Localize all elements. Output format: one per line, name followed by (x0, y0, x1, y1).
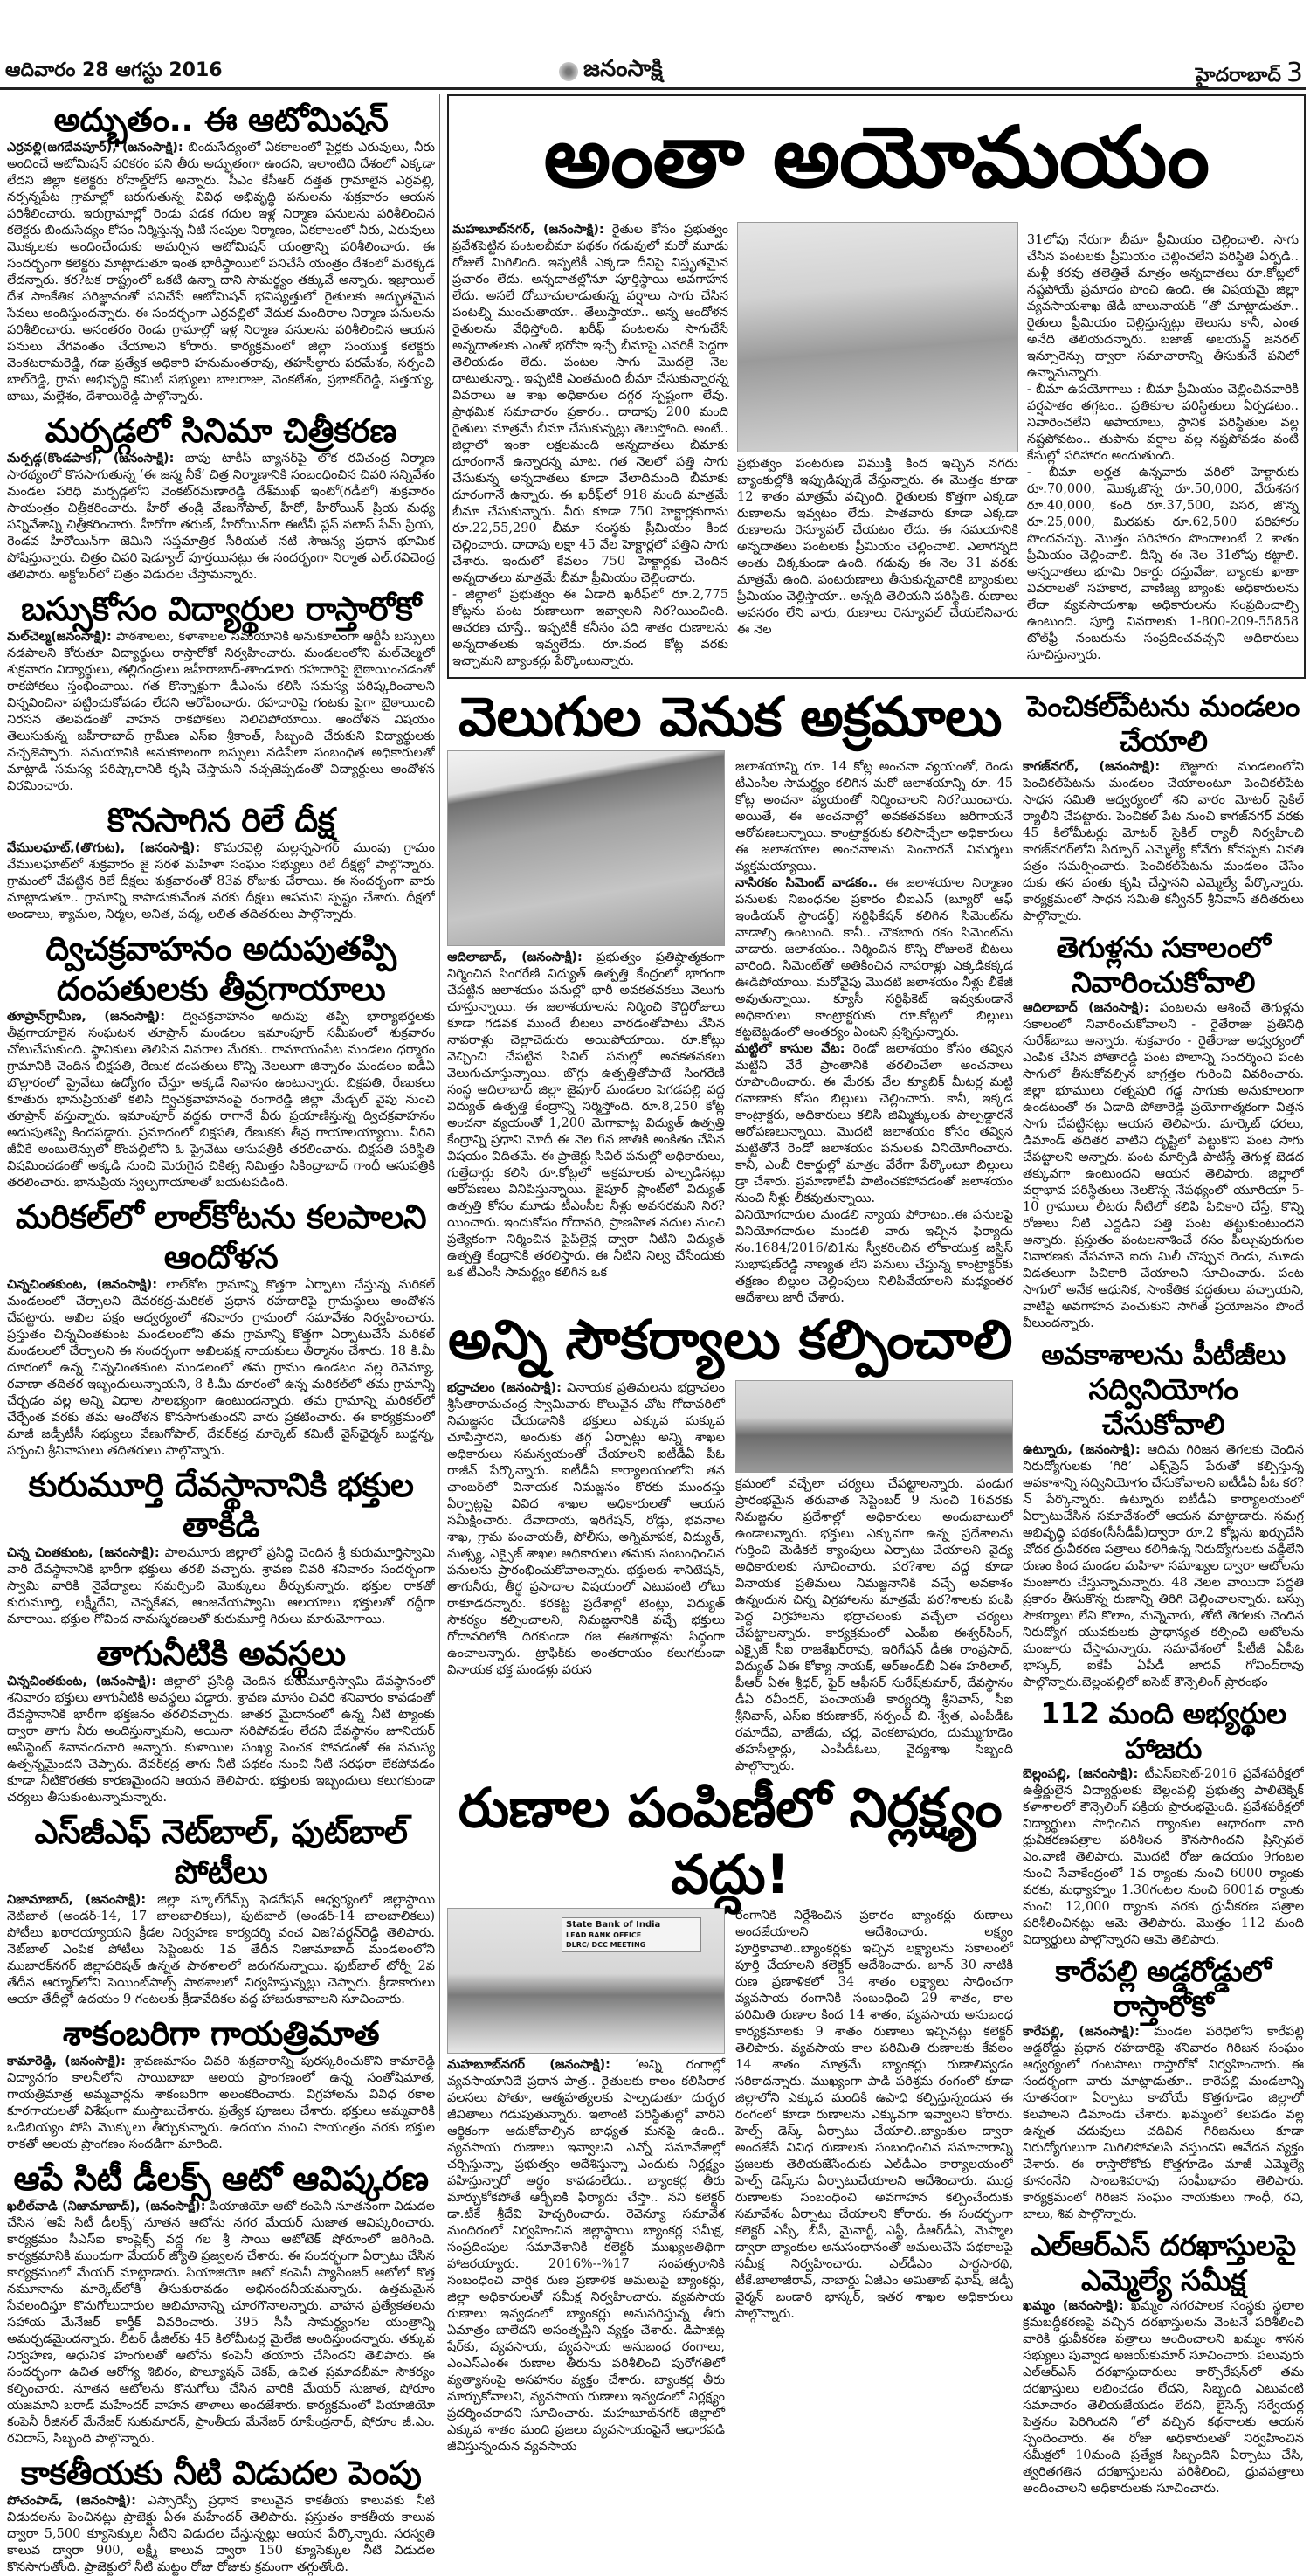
story-body: రంగానికి నిర్దేశించిన ప్రకారం బ్యాంకర్లు రుణాలు అందజేయాలని ఆదేశించారు. లక్ష్యం పూర్తికావాలి..బ్యాంకర్లకు ఇచ్చిన లక్ష్యాలను సకాలంలో పూర్తి చేయాలని కలెక్టర్ ఆదేశించారు. జూన్ 30 నాటికి రుణ ప్రణాళికలో 34 శాతం లక్ష్యాలు సాధించగా వ్యవసాయ రంగానికి సంబంధించి 29 శాతం, కాల పరిమితి రుణాల కింద 14 శాతం, వ్యవసాయ అనుబంధ కార్యక్రమాలకు 9 శాతం రుణాలు ఇచ్చినట్లు కలెక్టర్ తెలిపారు. వ్యవసాయ కాల పరిమితి రుణాలకు కేవలం 14 శాతం మాత్రమే బ్యాంకర్లు రుణాలివ్వడం సరికాదన్నారు. ముఖ్యంగా పాడి పరిశ్రమ రంగంలో కూడా జిల్లాలోని ఎక్కువ మందికి ఉపాధి కల్పిస్తున్నందున ఈ రంగంలో కూడా రుణాలను ఎక్కువగా ఇవ్వాలని కోరారు. హెల్ప్ డెస్క్ ఏర్పాటు చేయాలి..బ్యాంకుల ద్వారా అందజేసే వివిధ రుణాలకు సంబంధించిన సమాచారాన్ని ప్రజలకు తెలియజేసేందుకు ఎల్‌డీఎం కార్యాలయంలో హెల్ప్ డెస్క్‌ను ఏర్పాటుచేయాలని ఆదేశించారు. ముద్ర రుణాలకు సంబంధించి అవగాహన కల్పించేందుకు సమావేశం ఏర్పాటు చేయాలని కోరారు. ఈ సందర్భంగా కలెక్టర్ ఎస్సీ, బీసీ, మైనార్టీ, ఎస్టీ, డీఆర్‌డీఏ, మెప్మాల ద్వారా బ్యాంకుల అనుసంధానంతో అమలుచేసే పథకాలపై సమీక్ష నిర్వహించారు. ఎల్‌డీఎం పార్థసారథి, టీకే.బాలాజీరావ్, నాబార్డు ఏజీఎం అమితాబ్ ఘోష్, జెడ్పీ వైర్మన్ బండారి భాస్కర్, ఇతర శాఖల అధికారులు పాల్గొన్నారు. (735, 1909, 1013, 2321)
story-headline: శాకంబరిగా గాయత్రిమాత (62, 2014, 380, 2053)
story-body (7, 1892, 435, 2008)
news-story (7, 2008, 435, 2153)
story-body (7, 1545, 435, 1628)
news-story (1023, 1691, 1304, 1949)
story-text: రెండో జలాశయం కోసం తవ్విన మట్టిని వేరే ప్రాంతానికి తరలించేలా అంచనాలు రూపొందించారు. ఈ మేరకు వేల క్యూబిక్ మీటర్ల మట్టి రవాణాకు కోసం బిల్లులు చెల్లించారు. కానీ, ఇక్కడ కాంట్రాక్టరు, అధికారులు కలిసి జిమ్మిక్కులకు పాల్పడ్డారనే ఆరోపణలున్నాయి. మొదటి జలాశయం కోసం తవ్విన మట్టితోనే రెండో జలాశయం పనులకు వినియోగించారు. కానీ, ఎంబీ రికార్డుల్లో మాత్రం వేరేగా పేర్కొంటూ బిల్లులు డ్రా చేశారు. ప్రమాణాలేవీ పాటించకపోవడంతో జలాశయం నుంచి నీళ్లు లీకవుతున్నాయి. (735, 1042, 1013, 1205)
lead-headline: అంతా అయోమయం (543, 108, 1210, 206)
story-headline: బస్సుకోసం విద్యార్థుల రాస్తారోకో (21, 590, 421, 628)
lead-body: 31లోపు నేరుగా బీమా ప్రీమియం చెల్లించాలి. సాగు చేసిన పంటలకు ప్రీమియం చెల్లించలేని పరిస్థితి ఏర్పడి.. మళ్లీ కరవు తలెత్తితే మాత్రం అన్నదాతలు రూ.కోట్లలో నష్టపోయే ప్రమాదం పొంచి ఉంది. ఈ విషయమై జిల్లా వ్యవసాయశాఖ జేడీ బాలునాయక్ “తో మాట్లాడుతూ.. రైతులు ప్రీమియం చెల్లిస్తున్నట్లు తెలుసు కానీ, ఎంత అనేది తెలియదన్నారు. బజాజ్ అలయన్జ్ జనరల్ ఇన్సూరెన్సు ద్వారా సమాచారాన్ని తీసుకునే పనిలో ఉన్నామన్నారు. (1026, 233, 1299, 380)
story-text: ‘అన్ని రంగాల్లో వ్యవసాయానిదే ప్రధాన పాత్ర.. రైతులకు కాలం కలిసిరాక వలసలు పోతూ, ఆత్మహత్యలకు పాల్పడుతూ దుర్భర జీవితాలు గడుపుతున్నారు. ఇలాంటి పరిస్థితుల్లో వారిని ఆర్థికంగా ఆదుకోవాల్సిన బాధ్యత మనపై ఉంది.. వ్యవసాయ రుణాలు ఇవ్వాలని ఎన్నో సమావేశాల్లో చర్చిస్తున్నా, ప్రభుత్వం ఆదేశిస్తున్నా ఎందుకు నిర్లక్ష్యం వహిస్తున్నారో అర్థం కావడంలేదు.. బ్యాంకర్ల తీరు మార్చుకోకపోతే ఆర్బీఐకి ఫిర్యాదు చేస్తా.. నని కలెక్టర్ డా.టీకే శ్రీదేవి హెచ్చరించారు. రెవెన్యూ సమావేశ మందిరంలో నిర్వహించిన జిల్లాస్థాయి బ్యాంకర్ల సమీక్ష, సంప్రదింపుల సమావేశానికి కలెక్టర్ ముఖ్యఅతిథిగా హాజరయ్యారు. 2016%--%17 సంవత్సరానికి సంబంధించి వార్షిక రుణ ప్రణాళిక అమలుపై బ్యాంకర్లు, జిల్లా అధికారులతో సమీక్ష నిర్వహించారు. వ్యవసాయ రుణాలు ఇవ్వడంలో బ్యాంకర్లు అనుసరిస్తున్న తీరు ఏమాత్రం బాలేదని అసంతృప్తిని వ్యక్తం చేశారు. డిపాజిట్ల షేర్‌కు, వ్యవసాయ, వ్యవసాయ అనుబంధ రంగాలు, ఎంఎస్‌ఎంఈ రుణాల తీరును పరిశీలించి పురోగతిలో వ్యత్యాసంపై అసహనం వ్యక్తం చేశారు. బ్యాంకర్ల తీరు మార్చుకోవాలని, వ్యవసాయ రుణాలు ఇవ్వడంలో నిర్లక్ష్యం ప్రదర్శించరాదని సూచించారు. మహబూబ్‌నగర్ జిల్లాలో ఎక్కువ శాతం మంది ప్రజలు వ్యవసాయంపైనే ఆధారపడి జీవిస్తున్నందున వ్యవసాయ (447, 2058, 725, 2454)
issue-date: ఆదివారం 28 ఆగస్టు 2016 (5, 59, 223, 81)
story-body (7, 1674, 435, 1806)
story-body (447, 1380, 725, 1679)
story-body: జలాశయాన్ని రూ. 14 కోట్ల అంచనా వ్యయంతో, రెండు టీఎంసీల సామర్థ్యం కలిగిన మరో జలాశయాన్ని రూ. 45 కోట్ల అంచనా వ్యయంతో నిర్మించాలని నిర?యించారు. అయితే, ఈ అంచనాల్లో అవకతవకలు జరిగాయనే ఆరోపణలున్నాయి. కాంట్రాక్టరుకు కలిసొచ్చేలా అధికారులు ఈ జలాశయాల అంచనాలను పెంచారనే విమర్శలు వ్యక్తమయ్యాయి. (735, 760, 1013, 874)
story-headline: 112 మంది అభ్యర్థుల హాజరు (1040, 1696, 1286, 1765)
lead-body: ప్రభుత్వం పంటరుణ విముక్తి కింద ఇచ్చిన నగదు బ్యాంకుల్లోకి ఇప్పుడిప్పుడే వేస్తున్నారు. ఈ మొత్తం కూడా 12 శాతం మాత్రమే వచ్చింది. రైతులకు కొత్తగా ఎక్కడా రుణాలను ఇవ్వటం లేదు. పాతవారు కూడా ఎక్కడా రుణాలను రెన్యూవల్ చేయటం లేదు. ఈ సమయానికి అన్నదాతలు పంటలకు ప్రీమియం చెల్లించాలి. ఎలాగన్నది అంతు చిక్కకుండా ఉంది. గడువు ఈ నెల 31 వరకు మాత్రమే ఉంది. పంటరుణాలు తీసుకున్నవారికి బ్యాంకులు ప్రీమియం చెల్లిస్తాయా.. అన్నది తెలియని పరిస్థితి. రుణాలు అవసరం లేని వారు, రుణాలు రెన్యూవల్ చేయలేనివారు ఈ నెల (737, 457, 1018, 637)
story-headline: మర్పడ్గలో సినిమా చిత్రీకరణ (45, 411, 397, 450)
story-text: ఖమ్మం నగరపాలక సంస్థకు స్థలాల క్రమబద్ధీకరణపై వచ్చిన దరఖాస్తులను వెంటనే పరిశీలించి వారికి ధ్రువీకరణ పత్రాలు అందించాలని ఖమ్మం శాసన సభ్యులు పువ్వాడ అజయ్‌కుమార్ సూచించారు. పలువురు ఎల్‌ఆర్‌ఎస్ దరఖాస్తుదారులు కార్పొరేషన్‌లో తమ దరఖాస్తులు లభించడం లేదని, సిబ్బంది ఎటువంటి సమాచారం తెలియజేయడం లేదని, లైసెన్స్ సర్వేయర్ల పెత్తనం పెరిగిందని “లో వచ్చిన కథనాలకు ఆయన స్పందించారు. ఈ రోజు అధికారులతో నిర్వహించిన సమీక్షలో 10మంది ప్రత్యేక సిబ్బందిని ఏర్పాటు చేసి, త్వరితగతిన దరఖాస్తులను పరిశీలించి, ధ్రువపత్రాలు అందించాలని అధికారులకు సూచించారు. (1023, 2299, 1304, 2496)
dateline: మహబూబ్‌నగర్ (జనంసాక్షి): (447, 2058, 610, 2072)
story-text: పాలమూరు జిల్లాలో ప్రసిద్ధి చెందిన శ్రీ కురుమూర్తిస్వామి వారి దేవస్థానానికి భారీగా భక్తులు తరలి వచ్చారు. శ్రావణ చివరి శనివారం సందర్భంగా స్వామి వారికి నైవేద్యాలు సమర్పించి మొక్కులు తీర్చుకున్నారు. భక్తుల రాకతో కురుమూర్తి, లక్ష్మీదేవి, చెన్నకేశవ, ఆంజనేయస్వామి ఆలయాలు భక్తులతో రద్దీగా మారాయి. భక్తుల గోవింద నామస్మరణలతో కురుమూర్తి గిరులు మారుమోగాయి. (7, 1546, 435, 1626)
story-headline: తెగుళ్లను సకాలంలో నివారించుకోవాలి (1056, 930, 1271, 999)
city-name: హైదరాబాద్ (1195, 65, 1281, 86)
column-divider (439, 94, 440, 2121)
lead-story-box (447, 94, 1306, 679)
dateline: ఎర్రవల్లి(జగదేవపూర్), (జనంసాక్షి): (7, 141, 183, 155)
news-story (7, 584, 435, 795)
lead-body: - బీమా ఉపయోగాలు : బీమా ప్రీమియం చెల్లించినవారికి వర్షపాతం తగ్గటం.. ప్రతికూల పరిస్థితులు ఏర్పడటం.. నివారించలేని అపాయాలు, స్థానిక పరిస్థితుల వల్ల నష్టపోవటం.. తుపాను వర్షాల వల్ల నష్టపోవడం వంటి కేసుల్లో పరిహారం అందుతుంది. (1026, 383, 1299, 463)
right-area (447, 94, 1306, 2497)
masthead (0, 52, 1310, 89)
right-column (1023, 684, 1304, 2497)
story-body (7, 840, 435, 923)
story-headline: పెంచికల్‌పేటను మండలం చేయాలి (1027, 689, 1300, 758)
story-text: ద్విచక్రవాహనం అదుపు తప్పి భార్యాభర్తలకు తీవ్రగాయాలైన సంఘటన తూప్రాన్ మండలం ఇమాంపూర్ సమీపంలో శుక్రవారం చోటుచేసుకుంది. స్థానికులు తెలిపిన వివరాల మేరకు.. రామాయంపేట మండలం ధర్మారం గ్రామానికి చెందిన బిక్షపతి, రేణుక దంపతులు కొన్ని నెలలుగా జిన్నారం మండలం ఐడీఏ బొల్లారంలో ప్రైవేటు ఉద్యోగం చేస్తూ అక్కడే నివాసం ఉంటున్నారు. బిక్షపతి, రేణుకలు కూతురు భానుప్రియతో కలిసి ద్విచక్రవాహనంపై రంగారెడ్డి జిల్లా మేడ్చల్ వైపు నుంచి తూప్రాన్ వస్తున్నారు. ఇమాంపూర్ వద్దకు రాగానే వీరు ప్రయాణిస్తున్న ద్విచక్రవాహనం అదుపుతప్పి కిందపడ్డారు. ప్రమాదంలో బిక్షపతి, రేణుకకు తీవ్ర గాయాలయ్యాయి. వీరిని జీవీకే అంబులెన్సులో కొంపల్లిలోని ఓ ప్రైవేటు ఆసుపత్రికి తరలించారు. బిక్షపతి పరిస్థితి విషమించడంతో అక్కడి నుంచి మెరుగైన చికిత్స నిమిత్తం సికింద్రాబాద్ గాంధీ ఆసుపత్రికి తరలించారు. భానుప్రియ స్వల్పగాయాలతో బయటపడింది. (7, 1010, 435, 1190)
dateline: పోచంపాడ్, (జనంసాక్షి): (7, 2494, 136, 2508)
story-body (1023, 1766, 1304, 1949)
dateline: వేములఘాట్,(తొగుట), (జనంసాక్షి): (7, 841, 201, 855)
story-body (447, 950, 725, 1281)
dateline: చిన్న చింతకుంట, (జనంసాక్షి): (7, 1546, 160, 1560)
banner-title: State Bank of India (566, 1920, 661, 1930)
story-body (735, 875, 1013, 1041)
story-text: పియాజియో ఆటో కంపెనీ నూతనంగా విడుదల చేసిన ‘ఆపే సిటీ డీలక్స్’ నూతన ఆటోను నగర మేయర్ సుజాత ఆవిష్కరించారు. కార్యక్రమం సీఎస్‌ఐ కాంప్లెక్స్ వద్ద గల శ్రీ సాయి ఆటోటెక్ షోరూంలో జరిగింది. కార్యక్రమానికి ముందుగా మేయర్ జ్యోతి ప్రజ్వలన చేశారు. ఈ సందర్భంగా ఏర్పాటు చేసిన కార్యక్రమంలో మేయర్ మాట్లాడారు. పియాజియో ఆటో కంపెనీ ప్యాసింజర్ ఆటోలో కొత్త నమూనాను మార్కెట్‌లోకి తీసుకురావడం అభినందనీయమన్నారు. ఉత్తమమైన సేవలందిస్తూ కొనుగోలుదారుల అభిమానాన్ని చూరగొనాలన్నారు. వాహన ప్రత్యేకతలను సహాయ మేనేజర్ కార్తీక్ వివరించారు. 395 సీసీ సామర్థ్యంగల యంత్రాన్ని అమర్చడమైందన్నారు. లీటర్ డీజిల్‌కు 45 కిలోమీటర్ల మైలేజి అందిస్తుందన్నారు. తక్కువ నిర్వహణ, ఆధునిక హంగులతో ఆటోను కంపెనీ తయారు చేసిందని తెలిపారు. ఈ సందర్భంగా ఉచిత ఆరోగ్య శిబిరం, పొల్యూషన్ చెకప్, ఉచిత ప్రమాదబీమా సౌకర్యం కల్పించారు. నూతన ఆటోలను కొనుగోలు చేసిన వారికి మేయర్ సుజాత, షోరూం యజమాని బరాడ్ మహేందర్ వాహన తాళాలు అందజేశారు. కార్యక్రమంలో పియాజియో కంపెనీ రీజినల్ మేనేజర్ సుకుమారన్, ప్రాంతీయ మేనేజర్ రూపేంద్రనాథ్, షోరూం జీ.ఎం. రవిదాస్, సిబ్బంది పాల్గొన్నారు. (7, 2200, 435, 2446)
header-rule (0, 87, 1306, 90)
story-headline: ఎల్‌ఆర్‌ఎస్ దరఖాస్తులపై ఎమ్మెల్యే సమీక్ష (1031, 2228, 1296, 2297)
bank-meeting-photo (447, 1908, 725, 2054)
story-headline: అవకాశాలను పీటీజీలు సద్వినియోగం చేసుకోవాలి (1041, 1337, 1286, 1441)
news-story (7, 94, 435, 405)
story-headline: తాగునీటికి అవస్థలు (96, 1634, 346, 1673)
dateline: కామారెడ్డి, (జనంసాక్షి): (7, 2055, 126, 2068)
dateline: చిన్నచింతకుంట, (జనంసాక్షి): (7, 1675, 157, 1689)
story-headline: అన్ని సౌకర్యాలు కల్పించాలి (447, 1308, 1012, 1371)
dateline: ఖమ్మం (జనంసాక్షి): (1023, 2299, 1124, 2313)
newspaper-logo (559, 56, 663, 87)
reservoir-photo (447, 750, 725, 946)
story-body (7, 2493, 435, 2576)
story-body (1023, 1442, 1304, 1691)
news-story (7, 923, 435, 1191)
dateline: తూప్రాన్‌గ్రామీణ, (జనంసాక్షి): (7, 1010, 166, 1024)
dateline: భద్రాచలం (జనంసాక్షి): (447, 1381, 562, 1395)
story-text: రైతుల కోసం ప్రభుత్వం ప్రవేశపెట్టిన పంటలబీమా పథకం గడువులో మరో మూడు రోజులే మిగిలింది. ఇప్పటికీ ఎక్కడా దీనిపై విస్తృతమైన ప్రచారం లేదు. అన్నదాతల్లోనూ పూర్తిస్థాయి అవగాహన లేదు. అసలే దోబూచులాడుతున్న వర్షాలు సాగు చేసిన పంటల్ని ముంచుతాయా.. తేలుస్తాయా.. అన్న ఆందోళన రైతులను వేధిస్తోంది. ఖరీఫ్ పంటలను సాగుచేసే అన్నదాతలకు ఎంతో భరోసా ఇచ్చే బీమాపై ఎవరికీ పెద్దగా తెలియడం లేదు. పంటల సాగు మొదలై నెల దాటుతున్నా.. ఇప్పటికి ఎంతమంది బీమా చేసుకున్నారన్న వివరాలు ఆ శాఖ అధికారుల దగ్గర స్పష్టంగా లేవు. ప్రాథమిక సమాచారం ప్రకారం.. దాదాపు 200 మంది రైతులు మాత్రమే బీమా చేసుకున్నట్లు తెలుస్తోంది. అంటే.. జిల్లాలో ఇంకా లక్షలమంది అన్నదాతలు బీమాకు దూరంగానే ఉన్నారన్న మాట. గత నెలలో పత్తి సాగు చేసుకున్న అన్నదాతలు కూడా వేలాదిమంది బీమాకు దూరంగానే ఉన్నారు. ఈ ఖరీఫ్‌లో 918 మంది మాత్రమే బీమా చేసుకున్నారు. వీరు కూడా 750 హెక్టార్లకుగాను రూ.22,55,290 బీమా సంస్థకు ప్రీమియం కింద చెల్లించారు. దాదాపు లక్షా 45 వేల హెక్టార్లలో పత్తిని సాగు చేశారు. ఇందులో కేవలం 750 హెక్టార్లకు చెందిన అన్నదాతలు మాత్రమే బీమా ప్రీమియం చెల్లించారు. (452, 223, 729, 585)
story-text: ప్రభుత్వం ప్రతిష్ఠాత్మకంగా నిర్మించిన సింగరేణి విద్యుత్ ఉత్పత్తి కేంద్రంలో భాగంగా చేపట్టిన జలాశయం పనుల్లో భారీ అవకతవకలు వెలుగు చూస్తున్నాయి. ఈ జలాశయాలను నిర్మించి కొద్దిరోజులు కూడా గడవక ముందే బీటలు వారడంతోపాటు వేసిన నాపరాళ్లు చెల్లాచెదురు అయిపోయాయి. రూ.కోట్లు వెచ్చించి చేపట్టిన సివిల్ పనుల్లో అవకతవకలు వెలుగుచూస్తున్నాయి. బొగ్గు ఉత్పత్తితోపాటే సింగరేణి సంస్థ ఆదిలాబాద్ జిల్లా జైపూర్ మండలం పెగడపల్లి వద్ద విద్యుత్ ఉత్పత్తి కేంద్రాన్ని నిర్మిస్తోంది. రూ.8,250 కోట్ల అంచనా వ్యయంతో 1,200 మెగావాట్ల విద్యుత్ ఉత్పత్తి కేంద్రాన్ని ప్రధాని మోదీ ఈ నెల 6న జాతికి అంకితం చేసిన విషయం విదితమే. ఈ ప్రాజెక్టు సివిల్ పనుల్లో అధికారులు, గుత్తేదార్లు కలిసి రూ.కోట్లలో అక్రమాలకు పాల్పడినట్లు ఆరోపణలు వినిపిస్తున్నాయి. జైపూర్ ప్లాంట్‌లో విద్యుత్ ఉత్పత్తి కోసం మూడు టీఎంసీల నీళ్లు అవసరమని నిర?యించారు. ఇందుకోసం గోదావరి, ప్రాణహిత నదుల నుంచి ప్రత్యేకంగా నిర్మించిన పైప్‌లైన్ల ద్వారా నీటిని విద్యుత్ ఉత్పత్తి కేంద్రానికి తరలిస్తారు. ఈ నీటిని నిల్వ చేసేందుకు ఒక టీఎంసీ సామర్థ్యం కలిగిన ఒక (447, 950, 725, 1280)
dateline: ఆదిలాబాద్, (జనంసాక్షి): (447, 950, 583, 964)
story-text: బెజ్జూరు మండలంలోని పెంచికల్‌పేటను మండలం చేయాలంటూ పెంచికల్‌పేట సాధన సమితి ఆధ్వర్యంలో శని వారం మోటర్ సైకిల్ ర్యాలీని చేపట్టారు. పెంచికల్ పేట నుంచి కాగజ్‌నగర్ వరకు 45 కిలోమీటర్లు మోటర్ సైకిల్ ర్యాలీ నిర్వహించి కాగజ్‌నగర్‌లోని సిర్పూర్ ఎమ్మెల్యే కోనేరు కోనప్పకు వినతి పత్రం సమర్పించారు. పెంచికల్‌పేటను మండలం చేసేం దుకు తన వంతు కృషి చేస్తానని ఎమ్మెల్యే పేర్కొన్నారు. కార్యక్రమంలో సాధన సమితి కన్వీనర్ శ్రీనివాస్ తదితరులు పాల్గొన్నారు. (1023, 760, 1304, 923)
dateline: నిజామాబాద్, (జనంసాక్షి): (7, 1893, 147, 1907)
story-headline: మరికల్‌లో లాల్‌కోటను కలపాలని ఆందోళన (15, 1198, 427, 1276)
dateline: మహబూబ్‌నగర్, (జనంసాక్షి): (452, 223, 604, 237)
lower-section (447, 684, 1306, 2497)
dateline: ఆదిలాబాద్ (జనంసాక్షి): (1023, 1001, 1149, 1015)
page-number: 3 (1286, 58, 1303, 88)
story-headline: ఆపే సిటీ డీలక్స్ ఆటో ఆవిష్కరణ (13, 2159, 429, 2198)
news-story (7, 2448, 435, 2576)
news-story (7, 1628, 435, 1806)
news-story (7, 1191, 435, 1460)
story-body (1023, 759, 1304, 925)
story-text: మండల పరిధిలోని కారేపల్లి అడ్డరోడ్డు ప్రధాన రహదారిపై శనివారం గిరిజన సంఘం ఆధ్వర్యంలో గంటపాటు రాస్తారోకో నిర్వహించారు. ఈ సందర్భంగా వారు మాట్లాడుతూ.. కారేపల్లి మండలాన్ని నూతనంగా ఏర్పాటు కాబోయే కొత్తగూడెం జిల్లాలో కలపాలని డిమాండు చేశారు. ఖమ్మంలో కలపడం వల్ల ఉన్నత చదువులు చదివిన గిరిజనులు కూడా నిరుద్యోగులుగా మిగిలిపోవలసి వస్తుందని ఆవేదన వ్యక్తం చేశారు. ఈ రాస్తారోకోకు కొత్తగూడెం మాజీ ఎమ్మెల్యే కూనంనేని సాంబశివరావు సంఘీభావం తెలిపారు. కార్యక్రమంలో గిరిజన సంఘం నాయకులు గాంధీ, రవి, బాలు, శివ పాల్గొన్నారు. (1023, 2025, 1304, 2221)
news-story (447, 684, 1013, 1307)
story-body (1023, 1000, 1304, 1332)
story-headline: కాకతీయకు నీటి విడుదల పెంపు (20, 2454, 422, 2492)
logo-emblem-icon (559, 62, 578, 81)
story-headline: ద్విచక్రవాహనం అదుపుతప్పి దంపతులకు తీవ్రగాయాలు (45, 929, 396, 1008)
story-text: జిల్లా స్కూల్‌గేమ్స్ ఫెడరేషన్ ఆధ్వర్యంలో జిల్లాస్థాయి నెట్‌బాల్ (అండర్-14, 17 బాలబాలికలు), ఫుట్‌బాల్ (అండర్-14 బాలబాలికలు) పోటీలు ఖరారయ్యాయని క్రీడల నిర్వహణ కార్యదర్శి వంచ విజ?వర్ధన్‌రెడ్డి తెలిపారు. నెట్‌బాల్ ఎంపిక పోటీలు సెప్టెంబరు 1వ తేదీన నిజామాబాద్ మండలంలోని ముబారక్‌నగర్ జిల్లాపరిషత్ ఉన్నత పాఠశాలలో జరుగనున్నాయి. ఫుట్‌బాల్ టోర్నీ 2వ తేదీన ఆర్మూర్‌లోని సెయింట్‌పాల్స్ పాఠశాలలో నిర్వహిస్తున్నట్లు చెప్పారు. క్రీడాకారులు ఆయా తేదీల్లో ఉదయం 9 గంటలకు క్రీడావేదికల వద్ద హాజరుకావాలని సూచించారు. (7, 1893, 435, 2006)
edition-city (1196, 58, 1303, 91)
news-story (7, 2153, 435, 2448)
dateline: కాగజ్‌నగర్, (జనంసాక్షి): (1023, 760, 1161, 774)
story-headline: ఎస్‌జీఎఫ్ నెట్‌బాల్, ఫుట్‌బాల్ పోటీలు (34, 1813, 408, 1891)
story-body (7, 140, 435, 405)
meeting-photo (735, 1380, 1013, 1473)
lead-body: - జిల్లాలో ప్రభుత్వం ఈ ఏడాది ఖరీఫ్‌లో రూ.2,775 కోట్లను పంట రుణాలుగా ఇవ్వాలని నిర?యించింది. ఆచరణ చూస్తే.. ఇప్పటికీ కనీసం పది శాతం రుణాలను అన్నదాతలకు ఇవ్వలేదు. రూ.వంద కోట్ల వరకు ఇచ్చామని బ్యాంకర్లు పేర్కొంటున్నారు. (452, 588, 728, 668)
story-text: పాఠశాలలు, కళాశాలల సమయానికి అనుకూలంగా ఆర్టీసీ బస్సులు నడపాలని కోరుతూ విద్యార్థులు రాస్తారోకో నిర్వహించారు. మండలంలోని మల్‌చెల్మలో శుక్రవారం విద్యార్థులు, తల్లిదండ్రులు జహీరాబాద్-తాండూరు రహదారిపై బైఠాయించడంతో రాకపోకలు స్తంభించాయి. గత కొన్నాళ్లుగా డీఎంను కలిసి సమస్య పరిష్కరించాలని విన్నవించినా పట్టించుకోవడం లేదని ఆరోపించారు. రహదారిపై గంటకు పైగా బైఠాయించి నిరసన తెలపడంతో వాహన రాకపోకలు నిలిచిపోయాయి. ఆందోళన విషయం తెలుసుకున్న జహీరాబాద్ గ్రామీణ ఎస్‌ఐ శ్రీకాంత్, సిబ్బంది చేరుకుని విద్యార్థులకు నచ్చజెప్పారు. సమయానికి అనుకూలంగా బస్సులు నడిపేలా సంబంధిత అధికారులతో మాట్లాడి సమస్య పరిష్కారానికి కృషి చేస్తామని నచ్చజెప్పడంతో విద్యార్థులు ఆందోళన విరమించారు. (7, 630, 435, 793)
subheading: మట్టిలో కాసుల వేట: (735, 1042, 845, 1056)
story-body (447, 2057, 725, 2455)
story-headline: కురుమూర్తి దేవస్థానానికి భక్తుల తాకిడి (28, 1466, 414, 1544)
story-text: లాల్‌కోట గ్రామాన్ని కొత్తగా ఏర్పాటు చేస్తున్న మరికల్ మండలంలో చేర్చాలని దేవరకద్ర-మరికల్ ప్రధాన రహదారిపై గ్రామస్థులు ఆందోళన చేపట్టారు. అఖిల పక్షం ఆధ్వర్యంలో శనివారం గ్రామంలో సమావేశం నిర్వహించారు. ప్రస్తుతం చిన్నచింతకుంట మండలంలోని తమ గ్రామాన్ని కొత్తగా ఏర్పాటుచేసే మరికల్ మండలంలో చేర్చాలని ఈ సందర్భంగా అఖిలపక్ష నాయకులు తీర్మానం చేశారు. 18 కి.మీ దూరంలో ఉన్న చిన్నచింతకుంట మండలంలో తమ గ్రామం ఉండటం వల్ల రెవెన్యూ, రవాణా తదితర ఇబ్బందులున్నాయని, 8 కి.మీ దూరంలో ఉన్న మరికల్‌లో తమ గ్రామాన్ని చేర్చడం వల్ల అన్ని విధాల సౌలభ్యంగా ఉంటుందన్నారు. తమ గ్రామాన్ని మరికల్‌లో చేర్చేంత వరకు తమ ఆందోళన కొనసాగుతుందని వారు ప్రకటించారు. ఈ కార్యక్రమంలో మాజీ జడ్పీటీసీ సభ్యులు వేణుగోపాల్, దేవర్‌కద్ర మార్కెట్ కమిటీ వైస్‌ఛైర్మన్ బుద్దన్న, సర్పంచి శ్రీనివాసులు తదితరులు పాల్గొన్నారు. (7, 1278, 435, 1458)
story-body (1023, 2298, 1304, 2497)
story-body (7, 1009, 435, 1191)
story-body (735, 1041, 1013, 1207)
dateline: బెల్లంపల్లి, (జనంసాక్షి): (1023, 1767, 1139, 1781)
story-text: పంటలను ఆశించే తెగుళ్లను సకాలంలో నివారించుకోవాలని - రైతేరాజు ప్రతినిధి సురేశ్‌బాబు అన్నారు. శుక్రవారం - రైతేరాజు అధ్వర్యంలో ఎంపిక చేసిన పోతారెడ్డి పంట పొలాన్ని సందర్శించి పంట సాగులో తీసుకోవల్సిన జాగ్రత్తల గురించి వివరించారు. జిల్లా భూములు రత్నపురి గడ్డ సాగుకు అనుకూలంగా ఉండటంతో ఈ ఏడాది పోతారెడ్డి ప్రయోగాత్మకంగా విత్తన సాగు చేపట్టినట్లు ఆయన తెలిపారు. మార్కెట్ ధరలు, డిమాండ్ తదితర వాటిని దృష్టిలో పెట్టుకొని పంట సాగు చేపట్టాలని అన్నారు. పంట మార్పిడి పాటిస్తే తెగుళ్ల బెడద తక్కువగా ఉంటుందని ఆయన తెలిపారు. జిల్లాలో వర్షాభావ పరిస్థితులు నెలకొన్న నేపథ్యంలో యూరియా 5-10 గ్రాములు లీటరు నీటిలో కలిపి పిచికారి చేస్తే, కొన్ని రోజులు నీటి ఎద్దడిని పత్తి పంట తట్టుకుంటుందని అన్నారు. ప్రస్తుతం పంటలనాశించే రసం పీల్చుపురుగుల నివారణకు వేపనూనె ఐదు మిలీ చొప్పున రెండు, మూడు విడతలుగా పిచికారి చేయాలని సూచించారు. పంట సాగులో అనేక ఆధునిక, సాంకేతిక పద్ధతులు వచ్చాయని, వాటిపై అవగాహన పెంచుకుని సాగితే ప్రయోజనం పొందే వీలుందన్నారు. (1023, 1001, 1304, 1330)
news-story (1023, 2223, 1304, 2497)
dateline: మల్‌చెల్మ(జనంసాక్షి): (7, 630, 112, 644)
lead-body (452, 222, 728, 587)
dateline: చిన్నచింతకుంట, (జనంసాక్షి): (7, 1278, 158, 1292)
story-text: టీఎస్‌ఐసెట్-2016 ప్రవేశపరీక్షలో ఉత్తీర్ణులైన విద్యార్థులకు బెల్లంపల్లి ప్రభుత్వ పాలిటెక్నిక్ కళాశాలలో కౌన్సెలింగ్ పక్రియ ప్రారంభమైంది. ప్రవేశపరీక్షలో విద్యార్థులు సాధించిన ర్యాంకుల ఆధారంగా వారి ధ్రువీకరణపత్రాల పరిశీలన కొనసాగిందని ప్రిన్సిపల్ ఎం.వాణి తెలిపారు. మొదటి రోజు ఉదయం 9గంటల నుంచి సేవాకేంద్రంలో 1వ ర్యాంకు నుంచి 6000 ర్యాంకు వరకు, మధ్యాహ్నం 1.30గంటల నుంచి 6001వ ర్యాంకు నుంచి 12,000 ర్యాంకు వరకు ధ్రువీకరణ పత్రాల పరిశీలించినట్లు ఆమె తెలిపారు. మొత్తం 112 మంది విద్యార్థులు పాల్గొన్నారని ఆమె తెలిపారు. (1023, 1767, 1304, 1947)
story-headline: వెలుగుల వెనుక అక్రమాలు (458, 685, 1002, 749)
story-headline: కారేపల్లి అడ్డరోడ్డులో రాస్తారోకో (1055, 1954, 1272, 2023)
banner-meeting: DLRC/ DCC MEETING (566, 1941, 646, 1949)
story-body: వినియోగదారుల మండలి న్యాయ పోరాటం..ఈ పనులపై వినియోగదారుల మండలి వారు ఇచ్చిన ఫిర్యాదు నం.1684/2016/బి1ను స్వీకరించిన లోకాయుక్త జస్టిస్ సుభాషణ్‌రెడ్డి నాణ్యత లేని పనులు చేస్తున్న కాంట్రాక్టర్‌కు తక్షణం బిల్లుల చెల్లింపులు నిలిపివేయాలని మధ్యంతర ఆదేశాలు జారీ చేశారు. (735, 1208, 1013, 1305)
news-story (7, 1806, 435, 2008)
story-body (7, 2054, 435, 2153)
news-story (447, 1307, 1013, 1775)
news-story (7, 405, 435, 584)
story-headline: కొనసాగిన రిలే దీక్ష (107, 801, 335, 839)
news-story (7, 1460, 435, 1628)
story-headline: అద్భుతం.. ఈ ఆటోమిషన్ (53, 100, 389, 139)
story-text: బిందుసేద్యంలో ఏకకాలంలో పైర్లకు ఎరువులు, నీరు అందించే ఆటోమిషన్ పరికరం పని తీరు అద్భుతంగా ఉందని, ఇలాంటిది దేశంలో ఎక్కడా లేదని జిల్లా కలెక్టరు రోనాల్డ్‌రోస్ అన్నారు. సీఎం కేసీఆర్ దత్తత గ్రామాలైన ఎర్రవల్లి, నర్సన్నపేట గ్రామాల్లో జరుగుతున్న వివిధ అభివృద్ధి పనులను శుక్రవారం ఆయన పరిశీలించారు. ఇరుగ్రామాల్లో రెండు పడక గదుల ఇళ్ల నిర్మాణ పనులను పరిశీలించిన కలెక్టరు బిందుసేద్యం కోసం నిర్మిస్తున్న నీటి సంపుల నిర్మాణం, ఏకకాలంలో నీరు, ఎరువులు మొక్కలకు అందించేందుకు అమర్చిన ఆటోమిషన్ యంత్రాన్ని పరిశీలించారు. ఈ సందర్భంగా కలెక్టరు మాట్లాడుతూ ఇంత భారీస్థాయిలో పనిచేసే యంత్రం దేశంలో మరెక్కడ లేదన్నారు. కర?టక రాష్ట్రంలో ఒకటి ఉన్నా దాని సామర్థ్యం తక్కువే అన్నారు. ఇజ్రాయిల్ దేశ సాంకేతిక పరిజ్ఞానంతో పనిచేసే ఆటోమిషన్ భవిష్యత్తులో రైతులకు అద్భుతమైన సేవలు అందిస్తుందన్నారు. ఈ సందర్భంగా ఎర్రవల్లిలో వేదుక మందిరాల నిర్మాణ పనులను పరిశీలించారు. అనంతరం రెండు గ్రామాల్లో ఇళ్ల నిర్మాణ పనులను పరిశీలించిన ఆయన పనులు వేగవంతం చేయాలని కోరారు. కార్యక్రమంలో జిల్లా సంయుక్త కలెక్టరు వెంకటరామరెడ్డి, గడా ప్రత్యేక అధికారి హనుమంతరావు, తహసీల్దారు పరమేశం, సర్పంచి బాల్‌రెడ్డి, గ్రామ అభివృద్ధి కమిటీ సభ్యులు బాలరాజు, వెంకటేశం, ప్రభాకర్‌రెడ్డి, సత్తయ్య, బాబు, మల్లేశం, దేశాయిరెడ్డి పాల్గొన్నారు. (7, 141, 435, 404)
story-headline: రుణాల పంపిణీలో నిర్లక్ష్యం వద్దు! (458, 1776, 1003, 1906)
dateline: ఖలీల్‌వాడి (నిజామాబాద్), (జనంసాక్షి): (7, 2200, 206, 2213)
dateline: మర్పడ్గ(కొండపాక), (జనంసాక్షి): (7, 452, 175, 466)
banner-subtitle: LEAD BANK OFFICE (566, 1931, 642, 1939)
sbi-banner (562, 1917, 701, 1952)
dateline: కారేపల్లి, (జనంసాక్షి): (1023, 2025, 1140, 2039)
story-text: బాపు టాకీస్ బ్యానర్‌పై లోక రవిచంద్ర నిర్మాణ సారథ్యంలో కొనసాగుతున్న ‘ఈ జన్మ నీకే’ చిత్ర నిర్మాణానికి సంబంధించిన చివరి సన్నివేశం మండల పరిధి మర్పడ్గలోని వెంకట్‌రమణారెడ్డి దేశ్‌ముఖ్ ఇంటో(గడీలో) శుక్రవారం సాయంత్రం చిత్రీకరించారు. హీరో తండ్రి వేణుగోపాల్, హీరో, హీరోయిన్ ప్రియ మధ్య సన్నివేశాన్ని చిత్రీకరించారు. హీరోగా తరుణ్, హీరోయిన్‌గా ఈటీవీ ప్లస్ పటాస్ ఫేమ్ ప్రియ, రెండవ హీరోయిన్‌గా జెమిని సప్తమాత్రిక సీరియల్ నటి సౌజన్య ప్రధాన భూమిక పోషిస్తున్నారు. చిత్రం చివరి షెడ్యూల్ పూర్తయినట్లు ఈ సందర్భంగా నిర్మాత ఎల్.రవిచెంద్ర తెలిపారు. అక్టోబర్‌లో చిత్రం విడుదల చేస్తామన్నారు. (7, 452, 435, 582)
story-text: శ్రావణమాసం చివరి శుక్రవారాన్ని పురస్కరించుకొని కామారెడ్డి విద్యానగం కాలనీలోని సాయిబాబా ఆలయ ప్రాంగణంలో ఉన్న సంతోషిమాత, గాయత్రిమాత్ర అమ్మవార్లను శాకంబరిగా అలంకరించారు. విగ్రహాలను వివిధ రకాల కూరగాయలతో విశేషంగా ముస్తాబుచేశారు. ప్రత్యేక పూజలు చేశారు. భక్తులు అమ్మవారికి ఒడిబియ్యం పోసి మొక్కులు తీర్చుకున్నారు. ఉదయం నుంచి సాయంత్రం వరకు భక్తుల రాకతో ఆలయ ప్రాంగణం సందడిగా మారింది. (7, 2055, 435, 2151)
middle-column (447, 684, 1013, 2497)
news-story (447, 1775, 1013, 2455)
dateline: ఉట్నూరు, (జనంసాక్షి): (1023, 1443, 1141, 1457)
story-text: ఆదిమ గిరిజన తెగలకు చెందిన నిరుద్యోగులకు ‘గిరి’ ఎక్స్‌ప్రెస్ పేరుతో కల్పిస్తున్న అవకాశాన్ని సద్వినియోగం చేసుకోవాలని ఐటీడీఏ పీఓ కర?న్ పేర్కొన్నారు. ఉట్నూరు ఐటీడీఏ కార్యాలయంలో ఏర్పాటుచేసిన సమావేశంలో ఆయన మాట్లాడారు. సమగ్ర అభివృద్ధి పథకం(సీసీడీపీ)ద్వారా రూ.2 కోట్లను ఖర్చుచేసి చోదక ధ్రువీకరణ పత్రాలు కలిగిఉన్న నిరుద్యోగులకు వడ్డీలేని రుణం కింద మండల మహిళా సమాఖ్యల ద్వారా ఆటోలను మంజూరు చేస్తున్నామన్నారు. 48 నెలల వాయిదా పద్ధతి ప్రకారం తీసుకొన్న రుణాన్ని తిరిగి చెల్లించాలన్నారు. బస్సు సౌకర్యాలు లేని కొలాం, మన్నెవారు, తోటి తెగలకు చెందిన నిరుద్యోగ యువకులకు ప్రాధాన్యత కల్పించి ఆటోలను మంజూరు చేస్తామన్నారు. సమావేశంలో పీటీజీ ఏపీఓ భాస్కర్, ఐకేపీ ఏపీడీ జాదవ్ గోవింద్‌రావు పాల్గొన్నారు.బెల్లంపల్లిలో ఐసెట్ కౌన్సెలింగ్ ప్రారంభం (1023, 1443, 1304, 1689)
lead-body: - బీమా అర్హత ఉన్నవారు వరిలో హెక్టారుకు రూ.70,000, మొక్కజొన్న రూ.50,000, వేరుశనగ రూ.40,000, కంది రూ.37,500, పెసర, జొన్న రూ.25,000, మిరపకు రూ.62,500 పరిహారం పొందవచ్చు. మొత్తం పరిహారం పొందాలంటే 2 శాతం ప్రీమియం చెల్లించాలి. దీన్ని ఈ నెల 31లోపు కట్టాలి. అన్నదాతలు భూమి రికార్డు దస్తువేజు, బ్యాంకు ఖాతా వివరాలతో సహకార, వాణిజ్య బ్యాంకు అధికారులను లేదా వ్యవసాయశాఖ అధికారులను సంప్రదించాల్సి ఉంటుంది. పూర్తి వివరాలకు 1-800-209-55858 టోల్‌ఫ్రీ నంబరును సంప్రదించవచ్చని అధికారులు సూచిస్తున్నారు. (1026, 466, 1299, 662)
story-body (1023, 2024, 1304, 2223)
story-body (7, 2199, 435, 2448)
subheading: నాసిరకం సిమెంట్ వాడకం.. (735, 876, 878, 890)
news-story (1023, 925, 1304, 1332)
story-body (7, 1277, 435, 1460)
story-body (7, 629, 435, 795)
construction-site-photo (737, 222, 1018, 452)
story-body: క్రమంలో వచ్చేలా చర్యలు చేపట్టాలన్నారు. పండుగ ప్రారంభమైన తరువాత సెప్టెంబర్ 9 నుంచి 16వరకు నిమజ్జనం ప్రదేశాల్లో అధికారులు అందుబాటులో ఉండాలన్నారు. భక్తులు ఎక్కువగా ఉన్న ప్రదేశాలను గుర్తించి మెడికల్ క్యాంపులు ఏర్పాటు చేయాలని వైద్య అధికారులకు సూచించారు. పర?శాల వద్ద కూడా వినాయక ప్రతిమలు నిమజ్జనానికి వచ్చే అవకాశం ఉన్నందున చిన్న విగ్రహాలను మాత్రమే పర?శాలకు పంపి పెద్ద విగ్రహాలను భద్రాచలంకు వచ్చేలా చర్యలు చేపట్టాలన్నారు. కార్యక్రమంలో ఎంపీఐ ఈశ్వర్‌సింగ్, ఎక్సైజ్ సీఐ రాజశేఖర్‌రావు, ఇరిగేషన్ డీఈ రాంప్రసాద్, విద్యుత్ ఏఈ కోక్యా నాయక్, ఆర్‌అండ్‌బీ ఏఈ హరిలాల్, పీఆర్ ఏఈ శ్రీధర్, ఫైర్ ఆఫీసర్ సురేష్‌కుమార్, దేవస్థానం డీఏ రవీందర్, పంచాయతీ కార్యదర్శి శ్రీనివాస్, సీఐ శ్రీనివాస్, ఎస్‌ఐ కరుణాకర్, సర్పంచ్ బి. శ్వేత, ఎంపీడీఓ రమాదేవి, వాజేడు, చర్ల, వెంకటాపురం, దుమ్ముగూడెం తహసీల్దార్లు, ఎంపీడీఓలు, వైద్యశాఖ సిబ్బంది పాల్గొన్నారు. (735, 1477, 1013, 1773)
news-story (1023, 684, 1304, 925)
story-text: వినాయక ప్రతిమలను భద్రాచలం శ్రీసీతారామచంద్ర స్వామివారు కొలువైన చోట గోదావరిలో నిమజ్జనం చేయడానికి భక్తులు ఎక్కువ మక్కువ చూపిస్తారని, అందుకు తగ్గ ఏర్పాట్లు అన్ని శాఖల అధికారులు సమన్వయంతో చేయాలని ఐటీడీఏ పీఓ రాజీవ్ పేర్కొన్నారు. ఐటీడీఏ కార్యాలయంలోని తన ఛాంబర్‌లో వినాయక నిమజ్జనం కొరకు ముందస్తు ఏర్పాట్లపై వివిధ శాఖల అధికారులతో ఆయన సమీక్షించారు. దేవాదాయ, ఇరిగేషన్, రోడ్లు, భవనాల శాఖ, గ్రామ పంచాయతీ, పోలీసు, అగ్నిమాపక, విద్యుత్, మత్స్య, ఎక్సైజ్ శాఖల అధికారులు తమకు సంబంధించిన పనులను ప్రారంభించుకోవాలన్నారు. భక్తులకు శానిటేషన్, తాగునీరు, తీర్థ ప్రసాదాల విషయంలో ఎటువంటి లోటు రాకూడదన్నారు. కరకట్ట ప్రదేశాల్లో టెంట్లు, విద్యుత్ సౌకర్యం కల్పించాలని, నిమజ్జనానికి వచ్చే భక్తులు గోదావరిలోకి దిగకుండా గజ ఈతగాళ్లను సిద్ధంగా ఉంచాలన్నారు. ట్రాఫిక్‌కు అంతరాయం కలుగకుండా వినాయక భక్త మండళ్లు వరుస (447, 1381, 725, 1677)
left-column (7, 94, 435, 2576)
logo-text: జనంసాక్షి (583, 56, 663, 82)
news-story (7, 795, 435, 923)
story-text: ఎస్సారెస్పీ ప్రధాన కాలువైన కాకతీయ కాలువకు నీటి విడుదలను పెంచినట్లు ప్రాజెక్టు ఏఈ మహేందర్ తెలిపారు. ప్రస్తుతం కాకతీయ కాలువ ద్వారా 5,500 క్యూసెక్కుల నీటిని విడుదల చేస్తున్నట్లు ఆయన పేర్కొన్నారు. సరస్వతి కాలువ ద్వారా 900, లక్ష్మీ కాలువ ద్వారా 150 క్యూసెక్కుల నీటి విడుదల కొనసాగుతోంది. ప్రాజెక్టులో నీటి మట్టం రోజు రోజుకు క్రమంగా తగ్గుతోంది. (7, 2494, 435, 2574)
story-body (7, 451, 435, 584)
story-text: జిల్లాలో ప్రసిద్ధి చెందిన కురుమూర్తిస్వామి దేవస్థానంలో శనివారం భక్తులు తాగునీటికి అవస్థలు పడ్డారు. శ్రావణ మాసం చివరి శనివారం కావడంతో దేవస్థానానికి భారీగా భక్తజనం తరలివచ్చారు. జాతర మైదానంలో ఉన్న నీటి ట్యాంకు ద్వారా తాగు నీరు అందిస్తున్నామని, అయినా సరిపోవడం లేదని దేవస్థానం జూనియర్ అసిస్టెంట్ శివానందచారి అన్నారు. కుళాయిల సంఖ్య పెంచక పోవడంతో ఈ సమస్య ఉత్పన్నమైందని చెప్పారు. దేవర్‌కద్ర తాగు నీటి పథకం నుంచి నీటి సరఫరా లేకపోవడం కూడా నీటికొరతకు కారణమైందని ఆయన తెలిపారు. భక్తులకు ఇబ్బందులు కలుగకుండా చర్యలు తీసుకుంటున్నామన్నారు. (7, 1675, 435, 1805)
news-story (1023, 1332, 1304, 1691)
story-text: ఈ జలాశయాల నిర్మాణం పనులకు నిబంధనల ప్రకారం బీఐఎస్ (బ్యూరో ఆఫ్ ఇండియన్ స్టాండర్డ్) సర్టిఫికేషన్ కలిగిన సిమెంట్‌ను వాడాల్సి ఉంటుంది. కానీ.. చౌకబారు రకం సిమెంట్‌ను వాడారు. జలాశయం.. నిర్మించిన కొన్ని రోజులకే బీటలు వారింది. సిమెంట్‌తో అతికించిన నాపరాళ్లు ఎక్కడికక్కడ ఊడిపోయాయి. మరోవైపు మొదటి జలాశయం నీళ్లు లీకేజీ అవుతున్నాయి. క్యూసీ సర్టిఫికెట్ ఇవ్వకుండానే అధికారులు కాంట్రాక్టరుకు రూ.కోట్లలో బిల్లులు కట్టబెట్టడంలో ఆంతర్యం ఏంటని ప్రశ్నిస్తున్నారు. (735, 876, 1013, 1039)
news-story (1023, 1949, 1304, 2223)
story-text: కొమరవెల్లి మల్లన్నసాగర్ ముంపు గ్రామం వేములఘాట్‌లో శుక్రవారం జై సరళ మహిళా సంఘం సభ్యులు రిలే దీక్షల్లో పాల్గొన్నారు. గ్రామంలో చేపట్టిన రిలే దీక్షలు శుక్రవారంతో 83వ రోజుకు చేరాయి. ఈ సందర్భంగా వారు మాట్లాడుతూ.. గ్రామాన్ని కాపాడుకునేంత వరకు దీక్షలు ఆపమని స్పష్టం చేశారు. దీక్షలో అండాలు, శ్యామల, నిర్మల, అనిత, పద్మ, లలిత తదితరులు పాల్గొన్నారు. (7, 841, 435, 922)
